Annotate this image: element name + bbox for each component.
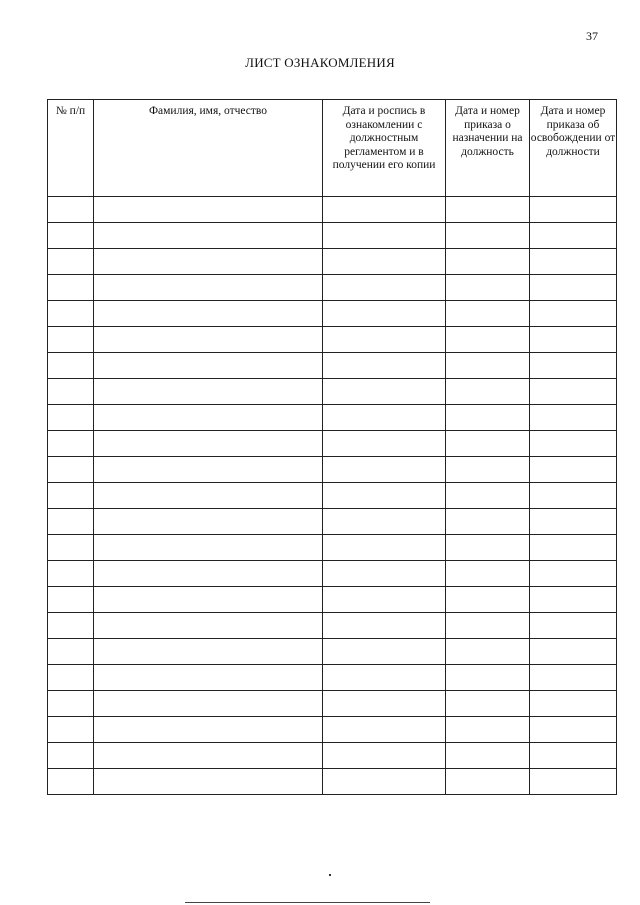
cell-signature-date bbox=[323, 613, 446, 639]
cell-number bbox=[48, 691, 94, 717]
cell-full-name bbox=[94, 665, 323, 691]
cell-full-name bbox=[94, 769, 323, 795]
cell-signature-date bbox=[323, 717, 446, 743]
cell-appointment-order bbox=[446, 769, 530, 795]
table-row bbox=[48, 613, 617, 639]
cell-number bbox=[48, 379, 94, 405]
cell-full-name bbox=[94, 275, 323, 301]
table-row bbox=[48, 327, 617, 353]
cell-appointment-order bbox=[446, 665, 530, 691]
table-row bbox=[48, 743, 617, 769]
cell-number bbox=[48, 275, 94, 301]
cell-number bbox=[48, 249, 94, 275]
cell-appointment-order bbox=[446, 223, 530, 249]
cell-number bbox=[48, 639, 94, 665]
cell-full-name bbox=[94, 691, 323, 717]
cell-signature-date bbox=[323, 223, 446, 249]
cell-appointment-order bbox=[446, 639, 530, 665]
cell-release-order bbox=[530, 353, 617, 379]
cell-appointment-order bbox=[446, 691, 530, 717]
table-row bbox=[48, 535, 617, 561]
cell-appointment-order bbox=[446, 327, 530, 353]
cell-signature-date bbox=[323, 535, 446, 561]
table-row bbox=[48, 561, 617, 587]
header-signature-date: Дата и роспись в ознакомлении с должностным регламентом и в получении его копии bbox=[323, 100, 446, 197]
cell-signature-date bbox=[323, 457, 446, 483]
cell-release-order bbox=[530, 717, 617, 743]
cell-release-order bbox=[530, 197, 617, 223]
cell-number bbox=[48, 717, 94, 743]
table-row bbox=[48, 275, 617, 301]
scan-edge-line bbox=[185, 902, 430, 903]
cell-number bbox=[48, 535, 94, 561]
cell-signature-date bbox=[323, 301, 446, 327]
cell-appointment-order bbox=[446, 301, 530, 327]
cell-appointment-order bbox=[446, 483, 530, 509]
cell-number bbox=[48, 223, 94, 249]
cell-appointment-order bbox=[446, 743, 530, 769]
cell-appointment-order bbox=[446, 197, 530, 223]
table-row bbox=[48, 249, 617, 275]
cell-appointment-order bbox=[446, 379, 530, 405]
cell-appointment-order bbox=[446, 613, 530, 639]
cell-number bbox=[48, 457, 94, 483]
cell-number bbox=[48, 561, 94, 587]
cell-appointment-order bbox=[446, 249, 530, 275]
cell-full-name bbox=[94, 197, 323, 223]
cell-release-order bbox=[530, 639, 617, 665]
cell-full-name bbox=[94, 223, 323, 249]
cell-signature-date bbox=[323, 275, 446, 301]
cell-full-name bbox=[94, 613, 323, 639]
cell-full-name bbox=[94, 249, 323, 275]
header-number: № п/п bbox=[48, 100, 94, 197]
cell-signature-date bbox=[323, 561, 446, 587]
cell-appointment-order bbox=[446, 535, 530, 561]
cell-release-order bbox=[530, 223, 617, 249]
cell-release-order bbox=[530, 275, 617, 301]
table-header-row bbox=[48, 100, 617, 197]
cell-number bbox=[48, 353, 94, 379]
cell-release-order bbox=[530, 249, 617, 275]
cell-full-name bbox=[94, 535, 323, 561]
cell-full-name bbox=[94, 431, 323, 457]
cell-signature-date bbox=[323, 743, 446, 769]
cell-release-order bbox=[530, 509, 617, 535]
cell-appointment-order bbox=[446, 275, 530, 301]
header-release-order: Дата и номер приказа об освобождении от должности bbox=[530, 100, 617, 197]
table-row bbox=[48, 665, 617, 691]
cell-release-order bbox=[530, 743, 617, 769]
cell-full-name bbox=[94, 717, 323, 743]
table-row bbox=[48, 639, 617, 665]
cell-signature-date bbox=[323, 483, 446, 509]
cell-appointment-order bbox=[446, 561, 530, 587]
cell-full-name bbox=[94, 353, 323, 379]
cell-signature-date bbox=[323, 509, 446, 535]
cell-number bbox=[48, 327, 94, 353]
cell-appointment-order bbox=[446, 353, 530, 379]
cell-signature-date bbox=[323, 249, 446, 275]
cell-number bbox=[48, 743, 94, 769]
cell-signature-date bbox=[323, 665, 446, 691]
cell-number bbox=[48, 613, 94, 639]
cell-signature-date bbox=[323, 587, 446, 613]
cell-number bbox=[48, 587, 94, 613]
table-row bbox=[48, 223, 617, 249]
table-row bbox=[48, 587, 617, 613]
cell-appointment-order bbox=[446, 509, 530, 535]
cell-release-order bbox=[530, 483, 617, 509]
cell-release-order bbox=[530, 327, 617, 353]
acquaintance-table bbox=[47, 99, 617, 795]
cell-number bbox=[48, 197, 94, 223]
table-row bbox=[48, 691, 617, 717]
cell-signature-date bbox=[323, 405, 446, 431]
cell-number bbox=[48, 769, 94, 795]
cell-number bbox=[48, 431, 94, 457]
cell-number bbox=[48, 483, 94, 509]
cell-release-order bbox=[530, 379, 617, 405]
cell-signature-date bbox=[323, 639, 446, 665]
cell-release-order bbox=[530, 691, 617, 717]
table-row bbox=[48, 379, 617, 405]
cell-release-order bbox=[530, 561, 617, 587]
cell-appointment-order bbox=[446, 587, 530, 613]
cell-number bbox=[48, 665, 94, 691]
cell-appointment-order bbox=[446, 717, 530, 743]
table-row bbox=[48, 457, 617, 483]
cell-release-order bbox=[530, 301, 617, 327]
cell-appointment-order bbox=[446, 457, 530, 483]
cell-full-name bbox=[94, 587, 323, 613]
cell-release-order bbox=[530, 665, 617, 691]
cell-release-order bbox=[530, 535, 617, 561]
cell-full-name bbox=[94, 561, 323, 587]
cell-full-name bbox=[94, 639, 323, 665]
cell-release-order bbox=[530, 769, 617, 795]
table-row bbox=[48, 197, 617, 223]
table-row bbox=[48, 509, 617, 535]
table-row bbox=[48, 431, 617, 457]
cell-number bbox=[48, 405, 94, 431]
cell-signature-date bbox=[323, 379, 446, 405]
header-full-name: Фамилия, имя, отчество bbox=[94, 100, 323, 197]
cell-appointment-order bbox=[446, 431, 530, 457]
cell-number bbox=[48, 301, 94, 327]
cell-release-order bbox=[530, 613, 617, 639]
page-number: 37 bbox=[586, 29, 598, 43]
table-row bbox=[48, 405, 617, 431]
cell-full-name bbox=[94, 327, 323, 353]
cell-signature-date bbox=[323, 769, 446, 795]
page-title: ЛИСТ ОЗНАКОМЛЕНИЯ bbox=[245, 55, 395, 70]
cell-full-name bbox=[94, 743, 323, 769]
table-body bbox=[48, 197, 617, 795]
cell-release-order bbox=[530, 587, 617, 613]
cell-full-name bbox=[94, 405, 323, 431]
header-appointment-order: Дата и номер приказа о назначении на должность bbox=[446, 100, 530, 197]
table-row bbox=[48, 769, 617, 795]
cell-release-order bbox=[530, 457, 617, 483]
cell-number bbox=[48, 509, 94, 535]
cell-release-order bbox=[530, 405, 617, 431]
cell-full-name bbox=[94, 457, 323, 483]
cell-release-order bbox=[530, 431, 617, 457]
cell-signature-date bbox=[323, 691, 446, 717]
table-row bbox=[48, 301, 617, 327]
cell-signature-date bbox=[323, 197, 446, 223]
cell-full-name bbox=[94, 379, 323, 405]
cell-signature-date bbox=[323, 327, 446, 353]
table-row bbox=[48, 717, 617, 743]
cell-appointment-order bbox=[446, 405, 530, 431]
table-row bbox=[48, 353, 617, 379]
cell-full-name bbox=[94, 509, 323, 535]
cell-full-name bbox=[94, 301, 323, 327]
scan-dot bbox=[329, 874, 331, 876]
table-row bbox=[48, 483, 617, 509]
cell-signature-date bbox=[323, 431, 446, 457]
cell-signature-date bbox=[323, 353, 446, 379]
cell-full-name bbox=[94, 483, 323, 509]
